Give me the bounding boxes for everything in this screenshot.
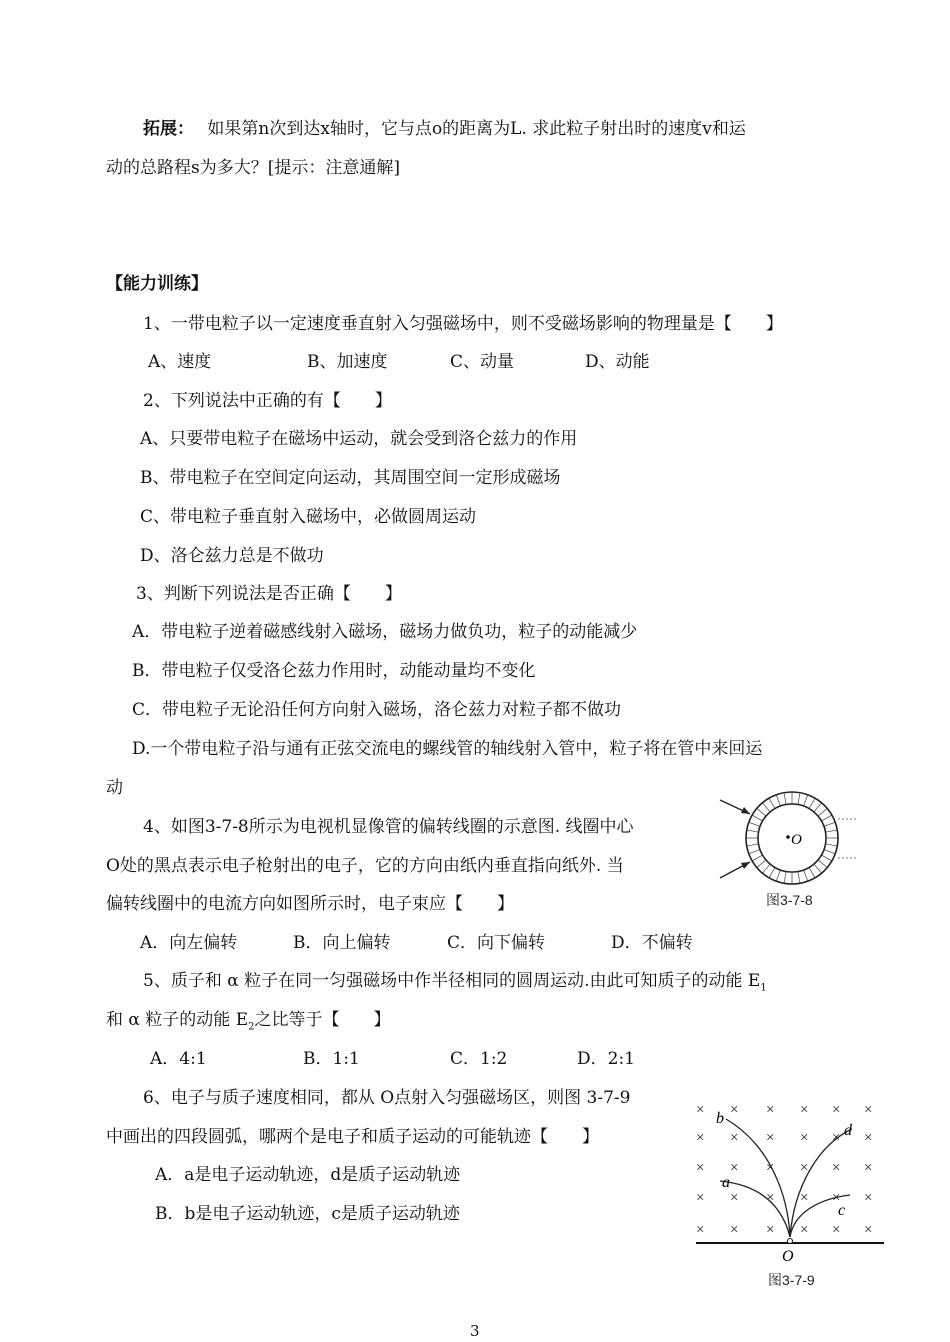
question-6-line-1: 6、电子与质子速度相同，都从 O点射入匀强磁场区，则图 3-7-9 [143,1088,631,1108]
coil-tick [752,855,762,861]
field-cross-icon: × [696,1102,705,1118]
question-1-option-b: B、加速度 [307,352,388,372]
question-2-option-a: A、只要带电粒子在磁场中运动，就会受到洛仑兹力的作用 [140,429,578,449]
question-4-line-2: O处的黑点表示电子枪射出的电子，它的方向由纸内垂直指向纸外. 当 [106,856,624,876]
coil-tick [804,870,808,881]
coil-tick [757,808,766,816]
coil-tick [798,871,800,883]
arrow-head-icon [741,862,750,869]
question-4-option-d: D．不偏转 [611,933,693,953]
question-5-line-2-text-a: 和 α 粒子的动能 E [106,1010,249,1030]
coil-tick [809,798,815,808]
question-2-option-c: C、带电粒子垂直射入磁场中，必做圆周运动 [140,507,477,527]
question-5-option-b: B．1:1 [303,1049,360,1069]
question-1-option-d: D、动能 [585,352,650,372]
coil-tick [769,798,775,808]
question-4-option-c: C．向下偏转 [447,933,546,953]
figure-label-o: O [782,1248,794,1265]
figure-label-b: b [716,1110,724,1127]
question-6-option-b: B．b是电子运动轨迹，c是质子运动轨迹 [155,1204,460,1224]
page-number: 3 [470,1322,480,1340]
question-1-option-c: C、动量 [450,352,515,372]
question-4-line-3: 偏转线圈中的电流方向如图所示时，电子束应【 】 [106,894,514,914]
figure-label-a: a [722,1174,730,1191]
arrow-head-icon [741,807,750,814]
question-5-option-d: D．2:1 [577,1049,635,1069]
question-5-line-1 [143,970,767,999]
coil-tick [814,803,822,812]
field-cross-icon: × [832,1222,841,1238]
field-cross-icon: × [864,1222,873,1238]
coil-tick [784,793,786,805]
coil-tick [769,867,775,877]
field-cross-icon: × [864,1190,873,1206]
field-cross-icon: × [800,1102,809,1118]
coil-tick [798,793,800,805]
field-cross-icon: × [766,1130,775,1146]
field-cross-icon: × [730,1160,739,1176]
question-3-option-c: C．带电粒子无论沿任何方向射入磁场，洛仑兹力对粒子都不做功 [132,700,622,720]
coil-tick [809,867,815,877]
field-cross-icon: × [766,1102,775,1118]
field-cross-icon: × [800,1222,809,1238]
question-3-option-d: D.一个带电粒子沿与通有正弦交流电的螺线管的轴线射入管中，粒子将在管中来回运 [132,739,763,759]
coil-tick [757,860,766,868]
extension-text-1: 如果第n次到达x轴时，它与点o的距离为L. 求此粒子射出时的速度v和运 [207,119,746,139]
extension-line-1 [143,118,746,140]
field-cross-icon: × [696,1160,705,1176]
question-2-option-b: B、带电粒子在空间定向运动，其周围空间一定形成磁场 [140,468,561,488]
coil-tick [818,860,827,868]
question-1-stem: 1、一带电粒子以一定速度垂直射入匀强磁场中，则不受磁场影响的物理量是【 】 [143,314,783,334]
coil-tick [762,864,770,873]
field-cross-icon: × [864,1160,873,1176]
field-cross-icon: × [696,1130,705,1146]
field-cross-icon: × [730,1130,739,1146]
coil-tick [804,795,808,806]
question-4-option-b: B．向上偏转 [293,933,391,953]
question-2-option-d: D、洛仑兹力总是不做功 [140,546,324,566]
coil-tick [747,844,759,846]
field-cross-icon: × [696,1222,705,1238]
coil-tick [747,830,759,832]
question-1-option-a: A、速度 [148,352,212,372]
coil-tick [776,870,780,881]
question-5-line-1-text: 5、质子和 α 粒子在同一匀强磁场中作半径相同的圆周运动.由此可知质子的动能 E [143,971,761,991]
coil-tick [821,855,831,861]
figure-3-7-8-label-o: O [791,832,802,848]
field-cross-icon: × [864,1102,873,1118]
question-5-subscript-1: 1 [760,982,767,994]
field-cross-icon: × [696,1190,705,1206]
coil-tick [784,871,786,883]
question-6-line-2: 中画出的四段圆弧，哪两个是电子和质子运动的可能轨迹【 】 [106,1127,599,1147]
figure-3-7-9-caption: 图3-7-9 [768,1272,815,1288]
figure-3-7-9-magnetic-field [690,1095,890,1267]
extension-line-2: 动的总路程s为多大？[提示：注意通解] [106,158,400,178]
question-3-stem: 3、判断下列说法是否正确【 】 [136,584,402,604]
coil-tick [821,815,831,821]
section-title: 【能力训练】 [106,274,208,294]
coil-tick [824,850,835,854]
field-cross-icon: × [800,1160,809,1176]
question-6-option-a: A．a是电子运动轨迹，d是质子运动轨迹 [155,1165,461,1185]
coil-tick [762,803,770,812]
coil-tick [825,830,837,832]
question-5-subscript-2: 2 [248,1021,255,1033]
question-5-option-a: A．4:1 [150,1049,207,1069]
field-cross-icon: × [864,1130,873,1146]
coil-tick [825,844,837,846]
question-5-line-2 [106,1009,390,1038]
field-cross-icon: × [800,1130,809,1146]
field-cross-icon: × [800,1190,809,1206]
question-5-line-2-text-b: 之比等于【 】 [254,1010,391,1030]
field-cross-icon: × [730,1190,739,1206]
field-cross-icon: × [730,1102,739,1118]
coil-tick [749,822,760,826]
coil-tick [814,864,822,873]
figure-label-c: c [838,1202,846,1219]
field-cross-icon: × [832,1160,841,1176]
field-cross-icon: × [766,1222,775,1238]
coil-tick [776,795,780,806]
entry-point-o [788,1239,793,1244]
figure-3-7-8-caption: 图3-7-8 [766,892,813,908]
question-4-option-a: A．向左偏转 [140,933,238,953]
question-4-line-1: 4、如图3-7-8所示为电视机显像管的偏转线圈的示意图. 线圈中心 [143,817,634,837]
question-5-option-c: C．1:2 [450,1049,508,1069]
field-cross-icon: × [766,1160,775,1176]
field-cross-icon: × [766,1190,775,1206]
question-3-option-d-continued: 动 [106,778,123,798]
field-cross-icon: × [730,1222,739,1238]
coil-tick [749,850,760,854]
field-cross-icon: × [832,1190,841,1206]
extension-label: 拓展： [143,119,194,139]
coil-tick [818,808,827,816]
electron-dot [786,835,790,839]
coil-tick [824,822,835,826]
question-3-option-b: B．带电粒子仅受洛仑兹力作用时，动能动量均不变化 [132,661,536,681]
figure-label-d: d [844,1122,852,1139]
figure-3-7-8-deflection-coil [712,786,862,896]
question-2-stem: 2、下列说法中正确的有【 】 [143,391,392,411]
question-3-option-a: A．带电粒子逆着磁感线射入磁场，磁场力做负功，粒子的动能减少 [132,622,638,642]
field-cross-icon: × [832,1102,841,1118]
field-cross-icon: × [832,1130,841,1146]
coil-tick [752,815,762,821]
